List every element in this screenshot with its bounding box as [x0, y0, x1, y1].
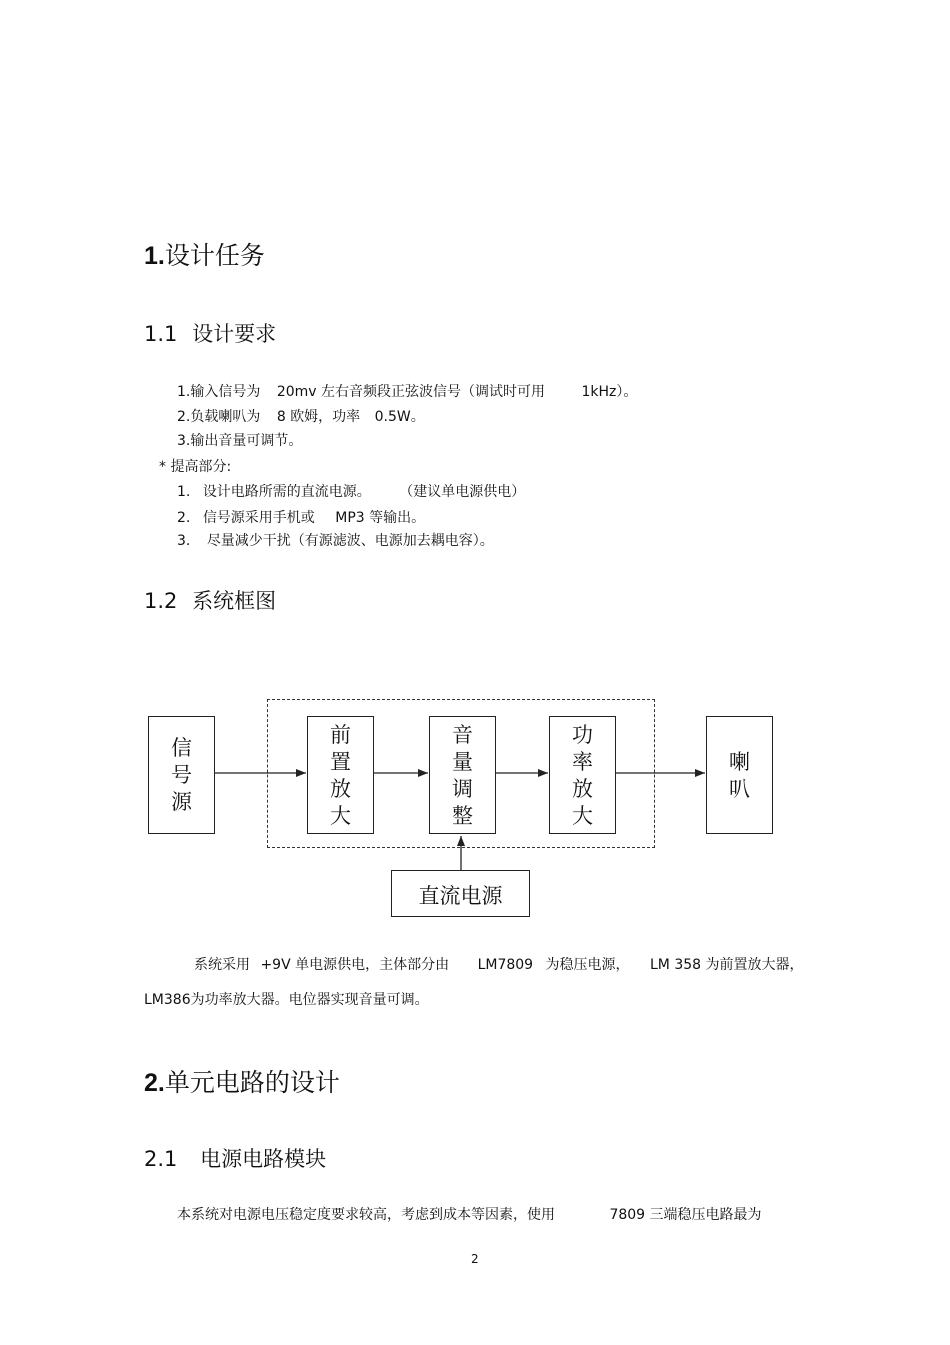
char: 音 [452, 723, 473, 747]
requirement-3-text: 3.输出音量可调节。 [177, 433, 303, 449]
requirement-1-part-c: 左右音频段正弦波信号（调试时可用 [321, 384, 546, 400]
paragraph-2-1 [177, 1204, 762, 1224]
paragraph-2-1-part-b: 7809 三端稳压电路最为 [609, 1207, 762, 1223]
description-part-1: 系统采用 [194, 957, 250, 973]
requirement-1-part-b: 20mv [276, 384, 317, 400]
subsection-2-1-title: 电源电路模块 [200, 1147, 327, 1171]
char: 调 [452, 777, 473, 801]
char: 叭 [729, 777, 750, 801]
advanced-label: * 提高部分: [159, 459, 232, 475]
block-dc-power-supply-label: 直流电源 [418, 884, 503, 908]
subsection-1-1-number: 1.1 [144, 322, 178, 346]
subsection-2-1-heading [144, 1143, 326, 1173]
requirement-1-part-a: 1.输入信号为 [177, 384, 261, 400]
subsection-1-2-number: 1.2 [144, 589, 178, 613]
char: 喇 [729, 750, 750, 774]
requirement-2-part-a: 2.负载喇叭为 [177, 409, 261, 425]
requirement-2-part-c: 欧姆，功率 [290, 409, 361, 425]
char: 整 [452, 804, 473, 828]
char: 大 [330, 804, 351, 828]
char: 放 [572, 777, 593, 801]
char: 置 [330, 750, 351, 774]
advanced-item-1-text: 设计电路所需的直流电源。 [202, 484, 371, 500]
char: 信 [171, 736, 192, 760]
subsection-1-1-title: 设计要求 [192, 322, 277, 346]
advanced-item-2-tail: MP3 等输出。 [335, 510, 426, 526]
char: 源 [171, 790, 192, 814]
description-part-4: 为稳压电源， [545, 957, 630, 973]
section-2-number: 2. [144, 1069, 165, 1097]
char: 大 [572, 804, 593, 828]
section-1-title: 设计任务 [164, 241, 265, 270]
char: 号 [171, 763, 192, 787]
description-part-5: LM 358 为前置放大器， [650, 957, 804, 973]
char: 率 [572, 750, 593, 774]
description-part-3: LM7809 [477, 957, 534, 973]
char: 量 [452, 750, 473, 774]
description-part-2: +9V 单电源供电，主体部分由 [260, 957, 450, 973]
description-line-1 [194, 954, 804, 974]
advanced-item-3-number: 3. [177, 533, 191, 549]
requirement-2-part-d: 0.5W。 [374, 409, 425, 425]
char: 前 [330, 723, 351, 747]
advanced-item-2-number: 2. [177, 510, 191, 526]
section-2-title: 单元电路的设计 [164, 1068, 340, 1097]
section-1-number: 1. [144, 242, 165, 270]
advanced-item-1-note: （建议单电源供电） [399, 484, 526, 500]
requirement-1-part-d: 1kHz）。 [581, 384, 638, 400]
advanced-item-1-number: 1. [177, 484, 191, 500]
paragraph-2-1-part-a: 本系统对电源电压稳定度要求较高，考虑到成本等因素，使用 [177, 1207, 555, 1223]
page-number: 2 [471, 1252, 479, 1266]
char: 放 [330, 777, 351, 801]
subsection-2-1-number: 2.1 [144, 1147, 178, 1171]
subsection-1-2-title: 系统框图 [192, 589, 277, 613]
section-2-heading [144, 1063, 340, 1099]
description-line-2: LM386为功率放大器。电位器实现音量可调。 [144, 992, 429, 1008]
char: 功 [572, 723, 593, 747]
requirement-2-part-b: 8 [276, 409, 286, 425]
advanced-item-3-text: 尽量减少干扰（有源滤波、电源加去耦电容）。 [206, 533, 494, 549]
advanced-item-2-text: 信号源采用手机或 [202, 510, 315, 526]
